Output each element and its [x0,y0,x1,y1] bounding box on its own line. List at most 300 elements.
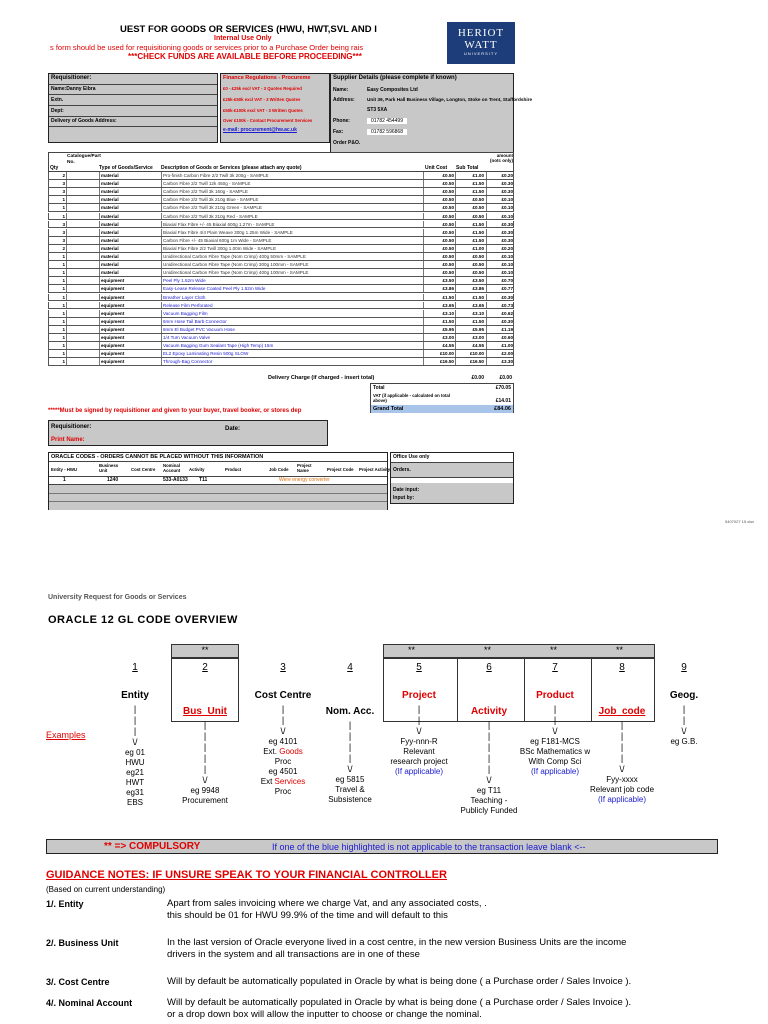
item-sub-cell: £1.50 [455,188,485,195]
segment-example: Relevant job code [589,785,655,794]
segment-example: eg T11 [476,786,502,795]
item-desc-cell: Easy-Lease Release Coated Peel Ply 1.52m Wide [161,285,421,292]
requisitioner-block [48,73,218,143]
item-desc-cell: 6mm Hose Tail Barb Connector [161,318,421,325]
item-catalogue-cell [66,277,98,284]
segment-example: EBS [126,798,143,807]
oracle-col: Job Code [269,467,289,472]
down-arrow-icon: \/ [132,737,138,747]
segment-example: Teaching - [470,796,508,805]
item-unit-cell: £3.00 [423,334,455,341]
item-type-cell: equipment [99,334,159,341]
item-type-cell: equipment [99,277,159,284]
down-arrow-icon: \/ [416,726,422,736]
item-vat-cell: £0.30 [486,294,514,301]
finance-regulations-block [220,73,330,143]
item-vat-cell: £0.20 [486,245,514,252]
fin-reg-line: £50k-£100k excl VAT - 3 Written Quotes [223,108,303,113]
pipe-connector: | [203,742,207,752]
oracle-col: Project Name [297,463,312,473]
pipe-connector: | [348,731,352,741]
supplier-address: Unit 39, Park Hall Business Village, Longton, Stoke on Trent, Staffordshire [367,97,533,102]
item-vat-cell: £0.10 [486,261,514,268]
guidance-title: GUIDANCE NOTES: IF UNSURE SPEAK TO YOUR FINANCIAL CONTROLLER [46,869,447,881]
item-sub-cell: £1.50 [455,318,485,325]
item-catalogue-cell [66,245,98,252]
item-row [48,310,514,318]
item-catalogue-cell [66,229,98,236]
pipe-connector: | [281,704,285,714]
segment-example: HWT [125,778,145,787]
delivery-address-label: Delivery of Goods Address: [51,118,117,124]
pipe-connector: | [487,731,491,741]
item-qty-cell: 1 [62,359,65,365]
star-mark: ** [616,645,624,655]
segment-number: 7 [552,662,558,673]
item-row [48,358,514,366]
item-catalogue-cell [66,180,98,187]
item-unit-cell: £0.50 [423,188,455,195]
segment-example: eg 9948 [190,786,220,795]
compulsory-bar [46,839,718,854]
col-catalogue: Catalogue/Part No. [67,154,101,165]
item-sub-cell: £3.65 [455,302,485,309]
item-qty-cell: 3 [62,237,65,243]
item-qty-cell: 1 [62,254,65,259]
pipe-connector: | [133,726,137,736]
segment-number: 6 [486,662,492,673]
item-unit-cell: £3.65 [423,302,455,309]
star-box-bus-unit: ** [171,644,239,658]
item-vat-cell: £0.60 [486,334,514,341]
item-type-cell: equipment [99,318,159,325]
segment-number: 5 [416,662,422,673]
supplier-name: Easy Composites Ltd [367,87,418,93]
segment-name: Product [536,690,574,701]
note-line: or a drop down box will allow the inputter to choose or change the nominal. [167,1009,482,1020]
pipe-connector: | [203,720,207,730]
item-type-cell: equipment [99,302,159,309]
segment-example: Travel & [335,785,365,794]
item-unit-cell: £0.50 [423,237,455,244]
item-vat-cell: £0.77 [486,285,514,292]
item-desc-cell: Biaxial Flax Fibre 4/4 Plain Weave 300g 1.25m Wide - SAMPLE [161,229,421,236]
item-row [48,261,514,269]
item-row [48,350,514,358]
note-line: Apart from sales invoicing where we charge Vat, and any associated costs, . [167,898,487,909]
item-unit-cell: £0.50 [423,229,455,236]
item-type-cell: equipment [99,342,159,349]
item-vat-cell: £0.30 [486,318,514,325]
note-heading-entity: 1/. Entity [46,899,84,909]
item-sub-cell: £1.50 [455,294,485,301]
item-vat-cell: £0.30 [486,180,514,187]
item-unit-cell: £0.50 [423,253,455,260]
fin-reg-line: £25k-£50k excl VAT - 3 Written Quotes [223,97,301,102]
pipe-connector: | [203,731,207,741]
note-heading-nominal-account: 4/. Nominal Account [46,998,133,1008]
item-catalogue-cell [66,261,98,268]
segment-example: (If applicable) [597,795,647,804]
item-sub-cell: £1.00 [455,172,485,179]
supplier-name-label: Name: [333,87,349,93]
item-row [48,196,514,204]
compulsory-label: ** => COMPULSORY [104,841,201,852]
note-heading-business-unit: 2/. Business Unit [46,938,119,948]
note-text-entity [167,898,727,922]
supplier-title: Supplier Details (please complete if known) [333,75,457,81]
pipe-connector: | [348,720,352,730]
vat-label: VAT (if applicable - calculated on total above) [373,393,450,403]
item-qty-cell: 1 [62,213,65,219]
note-heading-cost-centre: 3/. Cost Centre [46,977,110,987]
overview-small-title: University Request for Goods or Services [48,594,187,601]
office-input-by: Input by: [393,495,415,501]
col-description: Description of Goods or Services (please attach any quote) [161,165,302,171]
order-label: Order P&O. [333,140,361,146]
pipe-connector: | [203,753,207,763]
item-sub-cell: £10.00 [455,350,485,357]
signature-note: *****Must be signed by requisitioner and given to your buyer, travel booker, or stores dep [48,408,302,414]
item-sub-cell: £4.55 [455,342,485,349]
logo-line3: UNIVERSITY [463,51,498,56]
item-catalogue-cell [66,172,98,179]
office-date-input: Date input: [393,487,420,493]
segment-example: Ext. Goods [263,747,303,756]
fin-reg-line: £0 - £25k excl VAT - 3 Quotes Required [223,86,302,91]
supplier-address-label: Address: [333,97,355,103]
item-type-cell: material [99,204,159,211]
item-desc-cell: Unidirectional Carbon Fibre Tape (Nom Crimp) 400g 50mm - SAMPLE [161,253,421,260]
item-sub-cell: £3.00 [455,334,485,341]
office-title: Office Use only [393,454,430,460]
down-arrow-icon: \/ [347,764,353,774]
segment-name: Bus_Unit [183,706,227,717]
oracle-col: Project Activity [359,467,391,472]
pipe-connector: | [417,715,421,725]
procurement-email-link[interactable]: e-mail: procurement@hw.ac.uk [223,127,297,133]
item-desc-cell: Unidirectional Carbon Fibre Tape (Nom Crimp) 300g 100mm - SAMPLE [161,261,421,268]
item-qty-cell: 2 [62,245,65,251]
item-vat-cell: £0.10 [486,204,514,211]
pipe-connector: | [682,704,686,714]
segment-example: Fyy-xxxx [606,775,638,784]
item-unit-cell: £0.50 [423,261,455,268]
segment-name: Activity [470,706,508,717]
item-sub-cell: £5.95 [455,326,485,333]
col-sub-total: Sub Total [456,165,479,171]
file-reference: 5407027 15.xlsx [725,519,755,524]
item-unit-cell: £0.50 [423,172,455,179]
item-qty-cell: 3 [62,181,65,187]
note-text-cost-centre [167,976,727,988]
item-desc-cell: Unidirectional Carbon Fibre Tape (Nom Crimp) 400g 100mm - SAMPLE [161,269,421,276]
oracle-title: ORACLE CODES - ORDERS CANNOT BE PLACED WITHOUT THIS INFORMATION [51,454,264,460]
fin-reg-title: Finance Regulations - Procureme [223,75,311,81]
item-vat-cell: £0.70 [486,277,514,284]
office-orders: Orders. [393,467,411,473]
oracle-cell[interactable]: T11 [199,477,208,483]
oracle-cell[interactable]: Were energy converter [279,477,330,483]
item-sub-cell: £0.50 [455,269,485,276]
segment-example: (If applicable) [394,767,444,776]
pipe-connector: | [487,753,491,763]
pipe-connector: | [348,742,352,752]
item-catalogue-cell [66,253,98,260]
segment-example: eg 4101 [268,737,298,746]
item-qty-cell: 1 [62,326,65,332]
item-desc-cell: Carbon Fibre 2/2 Twill 3k 210g Green - SAMPLE [161,204,421,211]
item-sub-cell: £1.50 [455,180,485,187]
item-vat-cell: £0.10 [486,253,514,260]
item-unit-cell: £1.50 [423,318,455,325]
item-type-cell: material [99,269,159,276]
name-label: Name: [51,86,67,92]
pipe-connector: | [682,715,686,725]
examples-label: Examples [46,730,86,740]
item-vat-cell: £0.30 [486,229,514,236]
item-unit-cell: £0.50 [423,213,455,220]
dept-label: Dept: [51,108,64,114]
extn-label: Extn. [51,97,64,103]
item-qty-cell: 1 [62,310,65,316]
item-qty-cell: 1 [62,197,65,203]
pipe-connector: | [487,720,491,730]
col-unit-cost: Unit Cost [425,165,448,171]
item-row [48,253,514,261]
item-type-cell: material [99,245,159,252]
down-arrow-icon: \/ [280,726,286,736]
item-catalogue-cell [66,342,98,349]
item-unit-cell: £4.55 [423,342,455,349]
item-catalogue-cell [66,318,98,325]
pipe-connector: | [620,753,624,763]
item-vat-cell: £0.20 [486,172,514,179]
item-row [48,294,514,302]
pipe-connector: | [417,704,421,714]
note-text-nominal-account [167,997,727,1021]
item-vat-cell: £3.30 [486,358,514,365]
segment-example: eg G.B. [670,737,698,746]
item-unit-cell: £0.50 [423,204,455,211]
oracle-col: Business Unit [99,463,119,473]
down-arrow-icon: \/ [202,775,208,785]
item-row [48,269,514,277]
fax-label: Fax: [333,129,344,135]
item-unit-cell: £0.50 [423,245,455,252]
form-title: UEST FOR GOODS OR SERVICES (HWU, HWT,SVL AND I [120,24,377,35]
segment-number: 3 [280,662,286,673]
item-type-cell: material [99,196,159,203]
item-sub-cell: £1.00 [455,245,485,252]
segment-example: With Comp Sci [528,757,582,766]
compulsory-note: If one of the blue highlighted is not applicable to the transaction leave blank <-- [272,842,586,852]
item-row [48,302,514,310]
grand-total-row [371,405,513,413]
item-qty-cell: 1 [62,351,65,357]
star-mark: ** [484,645,492,655]
pipe-connector: | [553,704,557,714]
down-arrow-icon: \/ [681,726,687,736]
segment-name: Nom. Acc. [325,706,375,717]
supplier-details-block [330,73,533,153]
vat-value: £14.01 [495,398,511,404]
item-desc-cell: 6mm El Budget PVC Vacuum Hose [161,326,421,333]
segment-example: HWU [125,758,145,767]
item-desc-cell: EL2 Epoxy Laminating Resin 500g SLOW [161,350,421,357]
logo-line2: WATT [464,39,498,51]
segment-example: Proc [274,787,292,796]
segment-name: Job_code [598,706,646,717]
phone-value: 01782 454499 [367,118,407,124]
item-unit-cell: £0.50 [423,196,455,203]
item-qty-cell: 1 [62,335,65,340]
item-desc-cell: Carbon Fibre 2/2 Twill 3k 160g - SAMPLE [161,188,421,195]
item-desc-cell: Peel Ply 1.52m Wide [161,277,421,284]
item-type-cell: material [99,180,159,187]
delivery-vat: £0.00 [499,375,512,381]
delivery-sub: £0.00 [471,375,484,381]
item-catalogue-cell [66,188,98,195]
item-vat-cell: £0.30 [486,188,514,195]
pipe-connector: | [553,715,557,725]
item-qty-cell: 3 [62,189,65,195]
item-type-cell: material [99,213,159,220]
oracle-col: Cost Centre [131,467,156,472]
item-vat-cell: £0.10 [486,213,514,220]
signature-block [48,420,328,446]
oracle-col: Product [225,467,242,472]
item-catalogue-cell [66,358,98,365]
delivery-charge-label: Delivery Charge (if charged - insert total) [268,375,375,381]
segment-example: Fyy-nnn-R [400,737,438,746]
note-line: Will by default be automatically populated in Oracle by what is being done ( a Purchase order / Sales Invoice ). [167,976,632,987]
oracle-cell[interactable]: 533-A0133 [163,477,188,483]
item-desc-cell: Release Film Perforated [161,302,421,309]
item-qty-cell: 1 [62,270,65,276]
item-sub-cell: £3.86 [455,285,485,292]
segment-example: Ext Services [260,777,306,786]
segment-number: 4 [347,662,353,673]
item-qty-cell: 1 [62,262,65,268]
item-row [48,245,514,253]
item-sub-cell: £0.50 [455,213,485,220]
item-catalogue-cell [66,269,98,276]
segment-example: eg F181-MCS [530,737,580,746]
item-sub-cell: £0.50 [455,261,485,268]
item-desc-cell: Carbon Fibre 2/2 Twill 12k 450g - SAMPLE [161,180,421,187]
item-sub-cell: £1.50 [455,221,485,228]
item-row [48,277,514,285]
item-type-cell: equipment [99,310,159,317]
segment-number: 1 [132,662,138,673]
item-row [48,213,514,221]
totals-box [370,383,514,413]
oracle-col: Nominal Account [163,463,181,473]
segment-example: (If applicable) [530,767,580,776]
item-catalogue-cell [66,350,98,357]
item-catalogue-cell [66,221,98,228]
item-unit-cell: £0.50 [423,269,455,276]
item-vat-cell: £1.00 [486,342,514,349]
note-line: Will by default be automatically populated in Oracle by what is being done ( a Purchase order / Sales Invoice ). [167,997,632,1008]
segment-number: 9 [681,662,687,673]
item-qty-cell: 1 [62,318,65,324]
print-name-label: Print Name: [51,437,85,443]
office-use-block [390,452,514,504]
item-row [48,334,514,342]
item-type-cell: equipment [99,285,159,292]
segment-example: Procurement [182,796,228,805]
segment-number: 2 [202,662,208,673]
segment-example: eg 5815 [335,775,365,784]
item-vat-cell: £0.73 [486,302,514,309]
note-line: drivers in the system and all transactions are in one of these [167,949,420,960]
col-vat: amount (notc only) [490,153,513,163]
oracle-cell[interactable]: 1240 [107,477,119,483]
segment-example: eg 4501 [268,767,298,776]
item-unit-cell: £3.50 [423,277,455,284]
item-desc-cell: Carbon Fibre 2/2 Twill 3k 210g Blue - SAMPLE [161,196,421,203]
item-qty-cell: 3 [62,221,65,227]
item-desc-cell: Vacuum Bagging Gum Sealant Tape (High Temp) 15m [161,342,421,349]
item-row [48,342,514,350]
item-row [48,180,514,188]
oracle-col: Project Code [327,467,354,472]
pipe-connector: | [133,704,137,714]
item-sub-cell: £3.50 [455,277,485,284]
down-arrow-icon: \/ [619,764,625,774]
item-row [48,318,514,326]
item-catalogue-cell [66,285,98,292]
segment-example: Publicly Funded [460,806,518,815]
item-desc-cell: Biaxial Flax Fibre 2/2 Twill 300g 1.00m Wide - SAMPLE [161,245,421,252]
note-line: In the last version of Oracle everyone lived in a cost centre, in the new version Business Units are the income [167,937,627,948]
item-desc-cell: Pro-finish Carbon Fibre 2/2 Twill 3k 200g - SAMPLE [161,172,421,179]
down-arrow-icon: \/ [552,726,558,736]
oracle-codes-block [48,452,391,510]
item-catalogue-cell [66,204,98,211]
pipe-connector: | [348,753,352,763]
item-row [48,221,514,229]
item-unit-cell: £10.00 [423,350,455,357]
date-label: Date: [225,426,241,432]
item-qty-cell: 1 [62,205,65,211]
item-row [48,188,514,196]
logo-line1: HERIOT [457,27,505,39]
item-qty-cell: 1 [62,278,65,284]
item-catalogue-cell [66,196,98,203]
internal-use-label: Internal Use Only [214,35,272,42]
oracle-col: Activity [189,467,205,472]
total-value: £70.05 [495,385,511,391]
pipe-connector: | [620,720,624,730]
item-sub-cell: £1.50 [455,237,485,244]
item-row [48,285,514,293]
heriot-watt-logo [447,22,515,64]
item-vat-cell: £0.30 [486,221,514,228]
item-desc-cell: Breather Layer Cloth [161,294,421,301]
oracle-cell[interactable]: 1 [63,477,66,483]
item-desc-cell: Vacuum Bagging Film [161,310,421,317]
total-label: Total [373,385,385,391]
pipe-connector: | [281,715,285,725]
down-arrow-icon: \/ [486,775,492,785]
item-qty-cell: 3 [62,229,65,235]
supplier-postcode: ST3 5XA [367,107,388,113]
segment-example: Proc [274,757,292,766]
item-sub-cell: £16.50 [455,358,485,365]
